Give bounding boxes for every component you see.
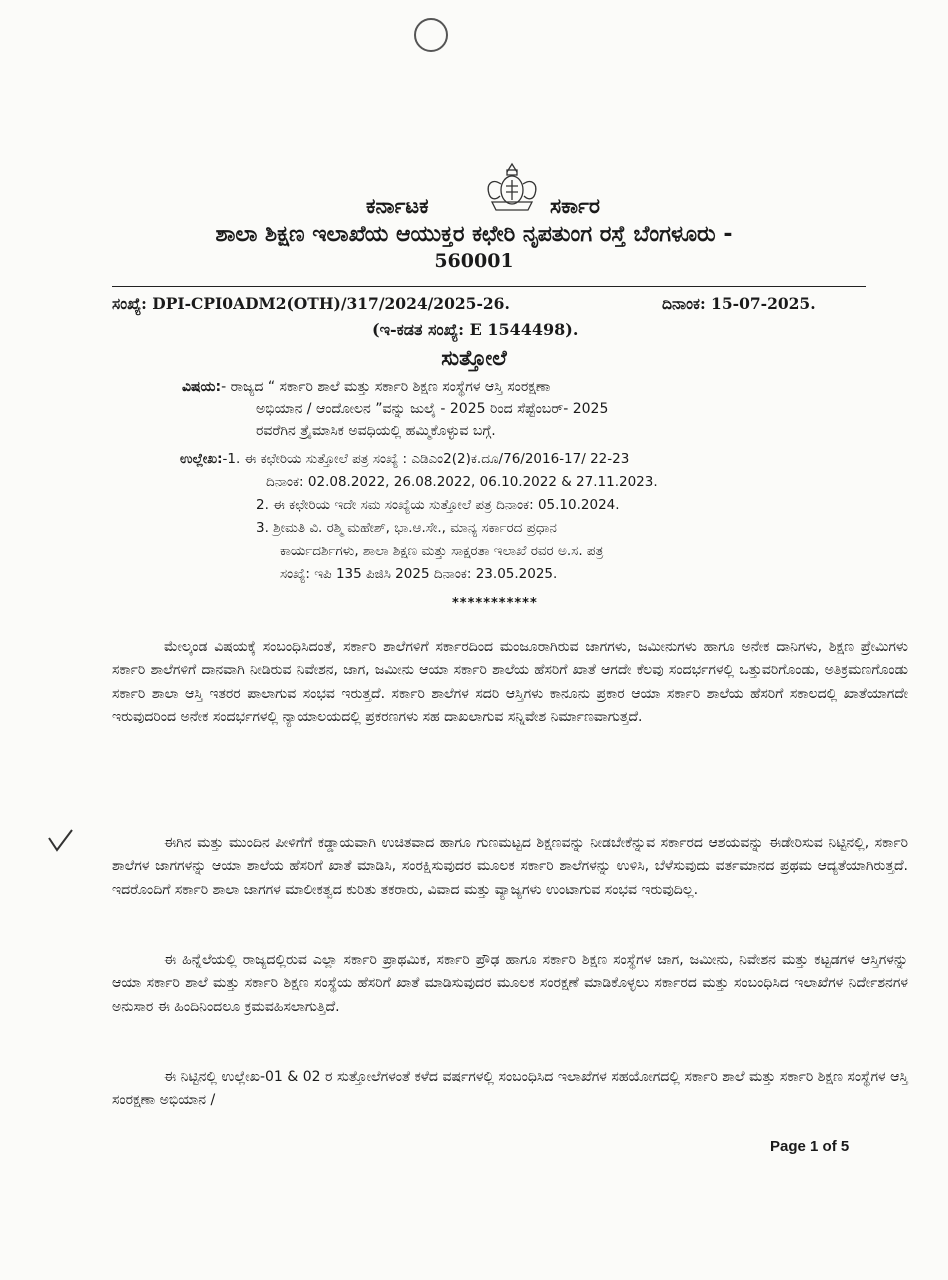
separator: *********** (452, 596, 538, 611)
check-mark-icon (46, 828, 74, 854)
references-block (180, 448, 880, 586)
e-file-number: (ಇ-ಕಡತ ಸಂಖ್ಯೆ: E 1544498). (372, 320, 579, 339)
reference-item: 2. ಈ ಕಛೇರಿಯ ಇದೇ ಸಮ ಸಂಖ್ಯೆಯ ಸುತ್ತೋಲೆ ಪತ್ರ ದಿನಾಂಕ: 05.10.2024. (256, 497, 620, 513)
reference-item: ದಿನಾಂಕ: 02.08.2022, 26.08.2022, 06.10.2022 & 27.11.2023. (266, 474, 658, 490)
header-divider (112, 286, 866, 287)
subject-block (182, 376, 872, 442)
reference-number: ಸಂಖ್ಯೆ: DPI-CPI0ADM2(OTH)/317/2024/2025-26. (112, 294, 510, 313)
karnataka-emblem-icon (480, 160, 544, 216)
issue-date: ದಿನಾಂಕ: 15-07-2025. (662, 294, 816, 313)
subject-line: ಅಭಿಯಾನ / ಆಂದೋಲನ ”ವನ್ನು ಜುಲೈ - 2025 ರಿಂದ ಸೆಪ್ಟೆಂಬರ್- 2025 (256, 401, 609, 417)
body-paragraph: ಮೇಲ್ಕಂಡ ವಿಷಯಕ್ಕೆ ಸಂಬಂಧಿಸಿದಂತೆ, ಸರ್ಕಾರಿ ಶಾಲೆಗಳಿಗೆ ಸರ್ಕಾರದಿಂದ ಮಂಜೂರಾಗಿರುವ ಜಾಗಗಳು, ಜಮೀನುಗಳು ಹಾಗೂ ಅನೇಕ ದಾನಿಗಳು, ಶಿಕ್ಷಣ ಪ್ರೇಮಿಗಳು ಸರ್ಕಾರಿ ಶಾಲೆಗಳಿಗೆ ದಾನವಾಗಿ ನೀಡಿರುವ ನಿವೇಶನ, ಜಾಗ, ಜಮೀನು ಆಯಾ ಸರ್ಕಾರಿ ಶಾಲೆಯ ಹೆಸರಿಗೆ ಖಾತೆ ಆಗದೇ ಕೆಲವು ಸಂದರ್ಭಗಳಲ್ಲಿ ಒತ್ತುವರಿಗೊಂಡು, ಅತಿಕ್ರಮಣಗೊಂಡು ಸರ್ಕಾರಿ ಶಾಲಾ ಆಸ್ತಿ ಇತರರ ಪಾಲಾಗುವ ಸಂಭವ ಇರುತ್ತದೆ. ಸರ್ಕಾರಿ ಶಾಲೆಗಳ ಸದರಿ ಆಸ್ತಿಗಳು ಕಾನೂನು ಪ್ರಕಾರ ಆಯಾ ಸರ್ಕಾರಿ ಶಾಲೆಯ ಹೆಸರಿಗೆ ಸಕಾಲದಲ್ಲಿ ಖಾತೆಯಾಗದೇ ಇರುವುದರಿಂದ ಅನೇಕ ಸಂದರ್ಭಗಳಲ್ಲಿ ನ್ಯಾಯಾಲಯದಲ್ಲಿ ಪ್ರಕರಣಗಳು ಸಹ ದಾಖಲಾಗುವ ಸನ್ನಿವೇಶ ನಿರ್ಮಾಣವಾಗುತ್ತದೆ. (112, 639, 908, 726)
reference-item: ಕಾರ್ಯದರ್ಶಿಗಳು, ಶಾಲಾ ಶಿಕ್ಷಣ ಮತ್ತು ಸಾಕ್ಷರತಾ ಇಲಾಖೆ ರವರ ಅ.ಸ. ಪತ್ರ (280, 543, 604, 559)
body-paragraph: ಈಗಿನ ಮತ್ತು ಮುಂದಿನ ಪೀಳಿಗೆಗೆ ಕಡ್ಡಾಯವಾಗಿ ಉಚಿತವಾದ ಹಾಗೂ ಗುಣಮಟ್ಟದ ಶಿಕ್ಷಣವನ್ನು ನೀಡಬೇಕೆನ್ನುವ ಸರ್ಕಾರದ ಆಶಯವನ್ನು ಈಡೇರಿಸುವ ನಿಟ್ಟಿನಲ್ಲಿ, ಸರ್ಕಾರಿ ಶಾಲೆಗಳ ಜಾಗಗಳನ್ನು ಆಯಾ ಶಾಲೆಯ ಹೆಸರಿಗೆ ಖಾತೆ ಮಾಡಿಸಿ, ಸಂರಕ್ಷಿಸುವುದರ ಮೂಲಕ ಸರ್ಕಾರಿ ಶಾಲೆಗಳನ್ನು ಉಳಿಸಿ, ಬೆಳೆಸುವುದು ವರ್ತಮಾನದ ಪ್ರಥಮ ಆದ್ಯತೆಯಾಗಿರುತ್ತದೆ. ಇದರೊಂದಿಗೆ ಸರ್ಕಾರಿ ಶಾಲಾ ಜಾಗಗಳ ಮಾಲೀಕತ್ವದ ಕುರಿತು ತಕರಾರು, ವಿವಾದ ಮತ್ತು ವ್ಯಾಜ್ಯಗಳು ಉಂಟಾಗುವ ಸಂಭವ ಇರುವುದಿಲ್ಲ. (112, 835, 908, 898)
body-paragraph: ಈ ನಿಟ್ಟಿನಲ್ಲಿ ಉಲ್ಲೇಖ-01 & 02 ರ ಸುತ್ತೋಲೆಗಳಂತೆ ಕಳೆದ ವರ್ಷಗಳಲ್ಲಿ ಸಂಬಂಧಿಸಿದ ಇಲಾಖೆಗಳ ಸಹಯೋಗದಲ್ಲಿ ಸರ್ಕಾರಿ ಶಾಲೆ ಮತ್ತು ಸರ್ಕಾರಿ ಶಿಕ್ಷಣ ಸಂಸ್ಥೆಗಳ ಆಸ್ತಿ ಸಂರಕ್ಷಣಾ ಅಭಿಯಾನ / (112, 1069, 908, 1109)
document-type-title: ಸುತ್ತೋಲೆ (441, 346, 507, 370)
page-number: Page 1 of 5 (770, 1138, 850, 1155)
department-title: ಶಾಲಾ ಶಿಕ್ಷಣ ಇಲಾಖೆಯ ಆಯುಕ್ತರ ಕಛೇರಿ ನೃಪತುಂಗ ರಸ್ತೆ ಬೆಂಗಳೂರು - (215, 222, 733, 247)
reference-item: -1. ಈ ಕಛೇರಿಯ ಸುತ್ತೋಲೆ ಪತ್ರ ಸಂಖ್ಯೆ : ಎಡಿಎಂ2(2)ಕ.ದೂ/76/2016-17/ 22-23 (222, 451, 630, 467)
punch-hole-icon (414, 18, 448, 52)
subject-line: ರವರೆಗಿನ ತ್ರೈಮಾಸಿಕ ಅವಧಿಯಲ್ಲಿ ಹಮ್ಮಿಕೊಳ್ಳುವ ಬಗ್ಗೆ. (256, 423, 496, 439)
government-label-left: ಕರ್ನಾಟಕ (366, 194, 429, 218)
subject-line: - ರಾಜ್ಯದ “ ಸರ್ಕಾರಿ ಶಾಲೆ ಮತ್ತು ಸರ್ಕಾರಿ ಶಿಕ್ಷಣ ಸಂಸ್ಥೆಗಳ ಆಸ್ತಿ ಸಂರಕ್ಷಣಾ (221, 379, 551, 395)
reference-item: ಸಂಖ್ಯೆ: ಇಪಿ 135 ಪಿಜಿಸಿ 2025 ದಿನಾಂಕ: 23.05.2025. (280, 566, 558, 582)
pincode: 560001 (434, 250, 514, 272)
government-label-right: ಸರ್ಕಾರ (550, 194, 601, 218)
subject-label: ವಿಷಯ: (182, 379, 222, 395)
body-paragraph: ಈ ಹಿನ್ನೆಲೆಯಲ್ಲಿ ರಾಜ್ಯದಲ್ಲಿರುವ ಎಲ್ಲಾ ಸರ್ಕಾರಿ ಪ್ರಾಥಮಿಕ, ಸರ್ಕಾರಿ ಪ್ರೌಢ ಹಾಗೂ ಸರ್ಕಾರಿ ಶಿಕ್ಷಣ ಸಂಸ್ಥೆಗಳ ಜಾಗ, ಜಮೀನು, ನಿವೇಶನ ಮತ್ತು ಕಟ್ಟಡಗಳ ಆಸ್ತಿಗಳನ್ನು ಆಯಾ ಸರ್ಕಾರಿ ಶಾಲೆ ಮತ್ತು ಸರ್ಕಾರಿ ಶಿಕ್ಷಣ ಸಂಸ್ಥೆಯ ಹೆಸರಿಗೆ ಖಾತೆ ಮಾಡಿಸುವುದರ ಮೂಲಕ ಸಂರಕ್ಷಣೆ ಮಾಡಿಕೊಳ್ಳಲು ಸರ್ಕಾರದ ಮತ್ತು ಸಂಬಂಧಿಸಿದ ಇಲಾಖೆಗಳ ನಿರ್ದೇಶನಗಳ ಅನುಸಾರ ಈ ಹಿಂದಿನಿಂದಲೂ ಕ್ರಮವಹಿಸಲಾಗುತ್ತಿದೆ. (112, 952, 908, 1015)
references-label: ಉಲ್ಲೇಖ: (180, 451, 223, 467)
reference-item: 3. ಶ್ರೀಮತಿ ವಿ. ರಶ್ಮಿ ಮಹೇಶ್, ಭಾ.ಆ.ಸೇ., ಮಾನ್ಯ ಸರ್ಕಾರದ ಪ್ರಧಾನ (256, 520, 557, 536)
